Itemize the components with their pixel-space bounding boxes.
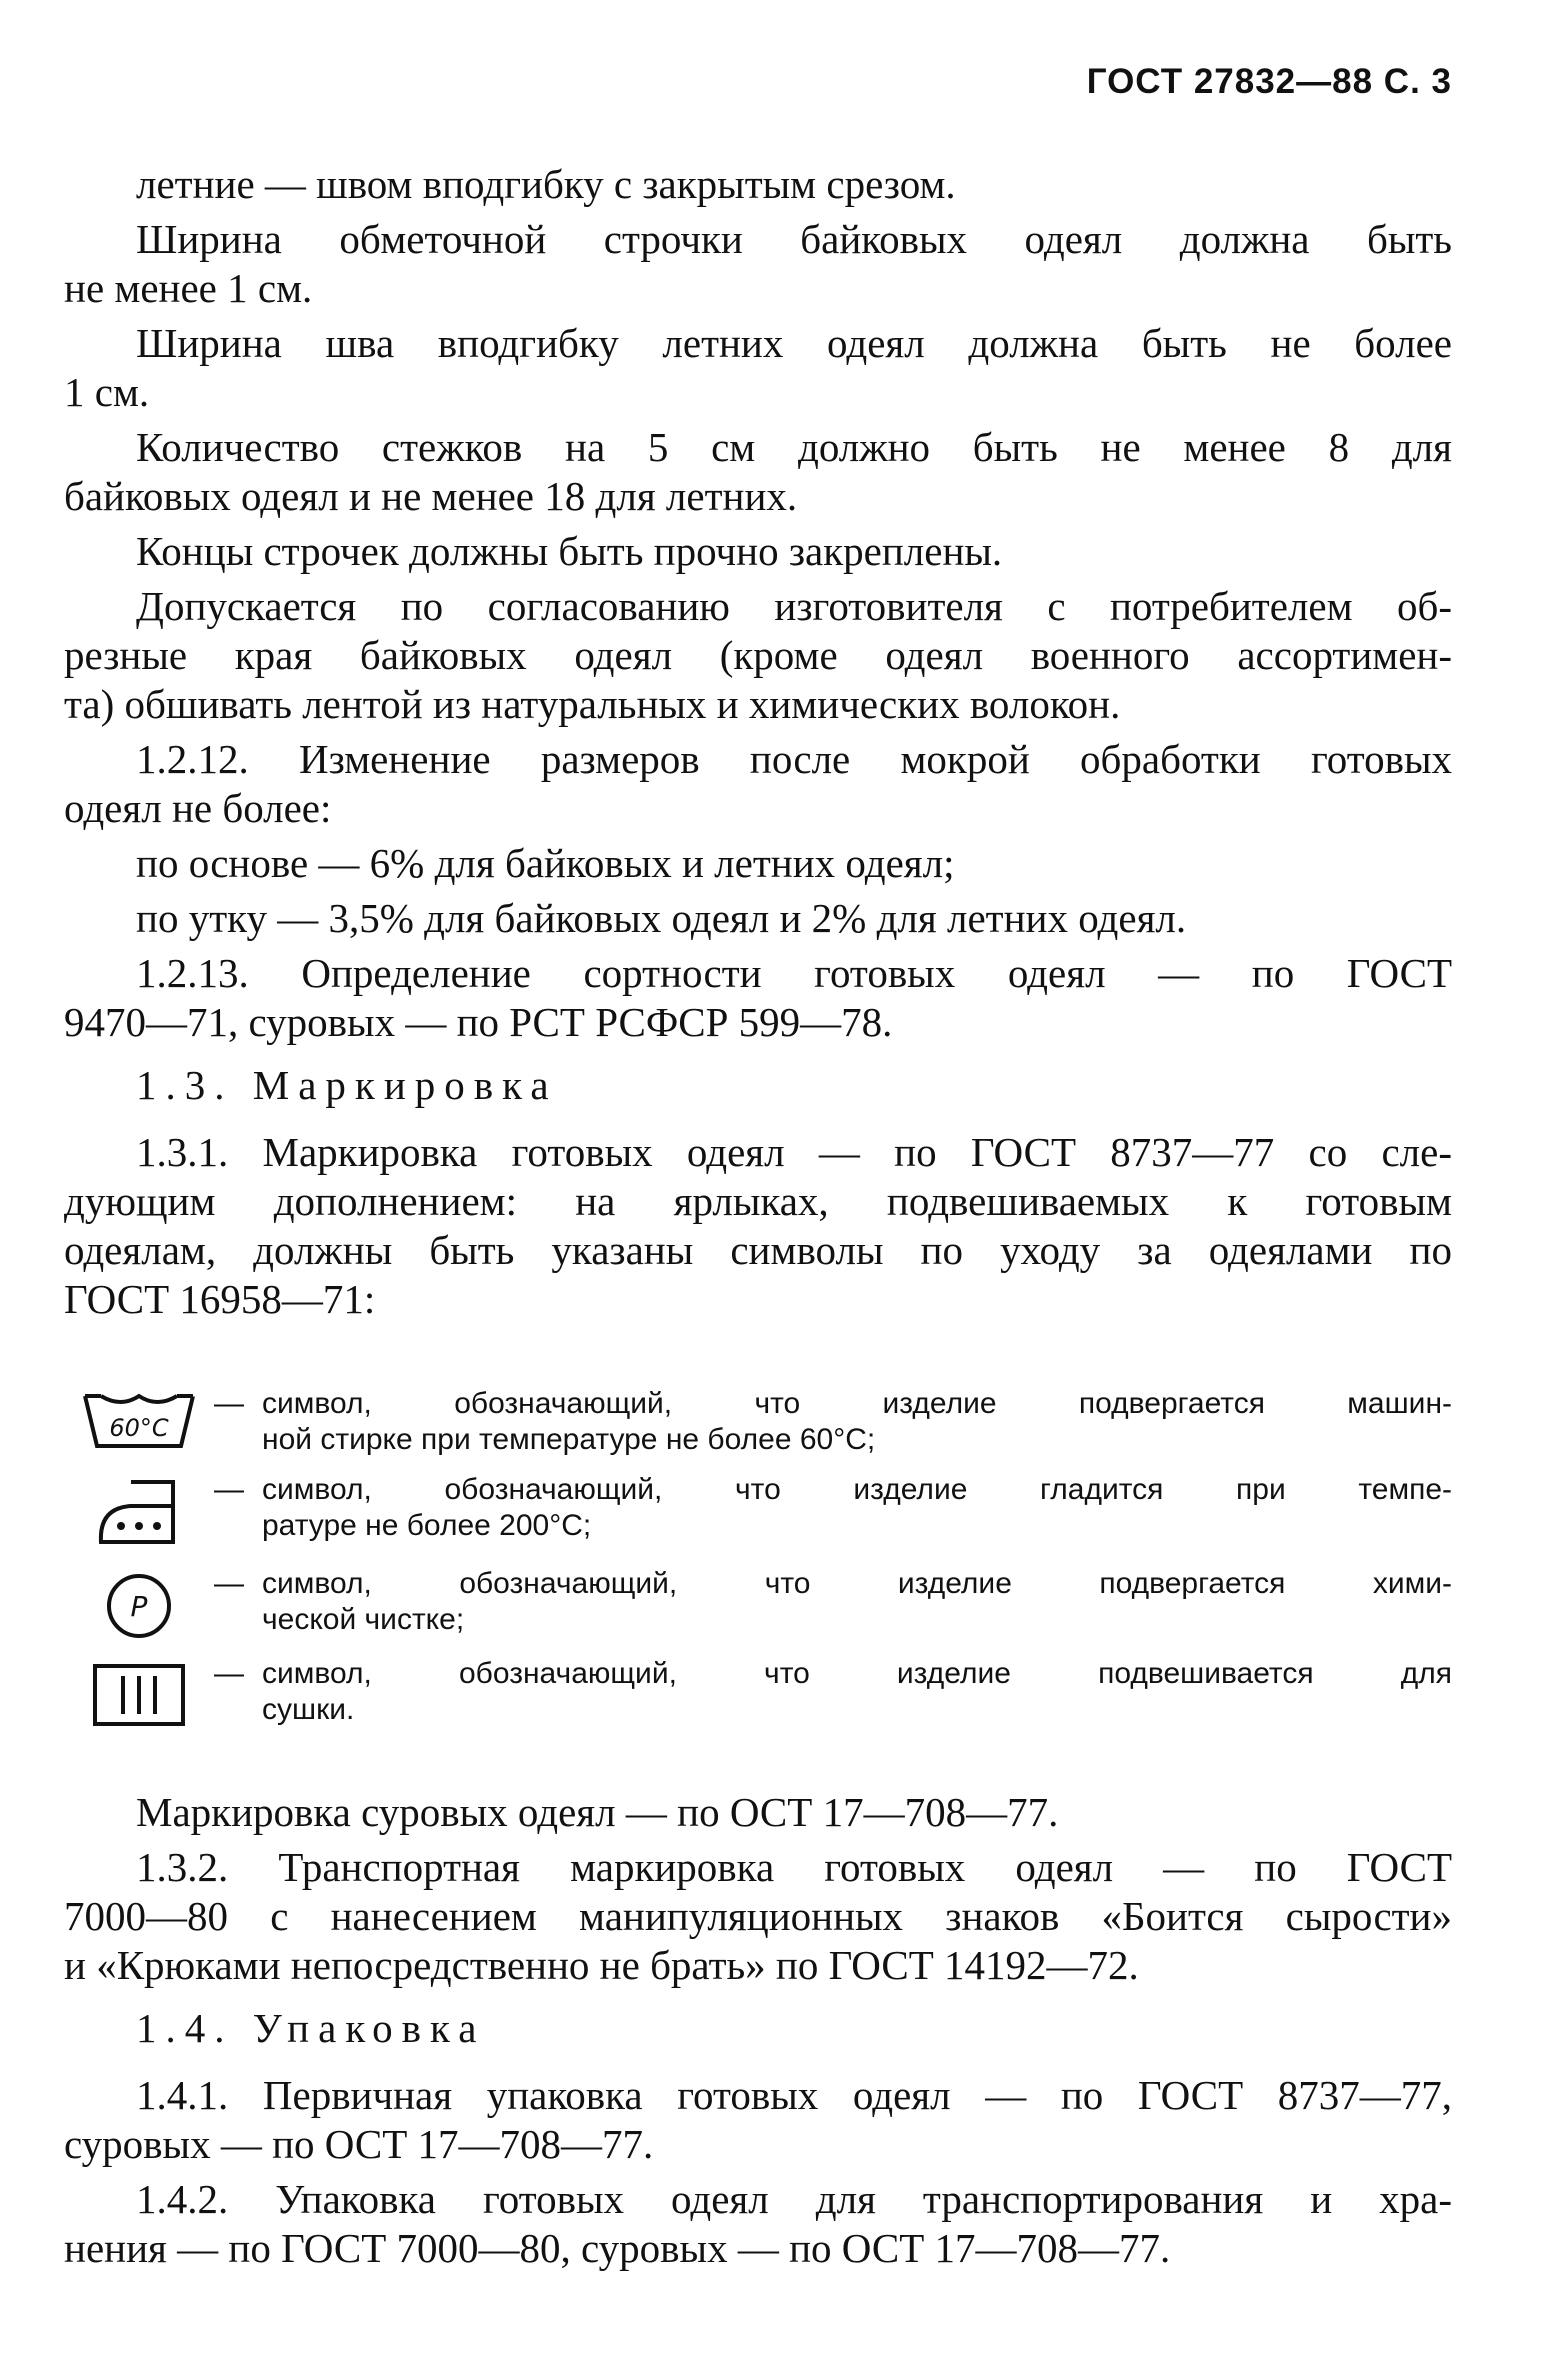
care-symbol-description: [214, 1566, 1452, 1638]
text-line: Ширина обметочной строчки байковых одеял должна быть: [136, 216, 1452, 262]
care-symbol-description: [214, 1472, 1452, 1544]
text-line: — символ, обозначающий, что изделие подвешивается для: [214, 1657, 1452, 1690]
text-line: Ширина шва вподгибку летних одеял должна быть не более: [136, 320, 1452, 366]
text-line: Допускается по согласованию изготовителя с потребителем об-: [136, 583, 1452, 629]
packing-paragraphs: [64, 2071, 1452, 2273]
care-symbol-row: [64, 1472, 1452, 1552]
care-symbol-description: [214, 1656, 1452, 1728]
text-line: 1.3.1. Маркировка готовых одеял — по ГОСТ 8737—77 со сле-: [136, 1129, 1452, 1175]
paragraph: [64, 319, 1452, 417]
paragraph: [64, 215, 1452, 313]
wash-60c-icon: [64, 1386, 214, 1452]
text-line: дующим дополнением: на ярлыках, подвешиваемых к готовым: [64, 1178, 1452, 1224]
text-line: 7000—80 с нанесением манипуляционных знаков «Боится сырости»: [64, 1893, 1452, 1939]
care-symbol-row: [64, 1566, 1452, 1642]
text-line: Количество стежков на 5 см должно быть не менее 8 для: [136, 424, 1452, 470]
text-line: резные края байковых одеял (кроме одеял военного ассортимен-: [64, 632, 1452, 678]
text-line: по основе — 6% для байковых и летних одеял;: [136, 840, 955, 886]
section-heading-marking: 1.3. Маркировка: [136, 1062, 558, 1108]
text-line: сушки.: [262, 1693, 355, 1726]
text-line: нения — по ГОСТ 7000—80, суровых — по ОСТ 17—708—77.: [64, 2225, 1171, 2271]
text-line: ческой чистке;: [262, 1603, 465, 1636]
text-line: Концы строчек должны быть прочно закреплены.: [136, 528, 1003, 574]
text-line: и «Крюками непосредственно не брать» по ГОСТ 14192—72.: [64, 1942, 1139, 1988]
paragraph: [64, 839, 1452, 888]
iron-three-dots-icon: [64, 1472, 214, 1552]
paragraph: [64, 894, 1452, 943]
text-line: ной стирке при температуре не более 60°С;: [262, 1423, 876, 1456]
paragraph: [64, 423, 1452, 521]
care-symbol-row: [64, 1656, 1452, 1730]
care-symbols-list: [64, 1386, 1452, 1730]
text-line: — символ, обозначающий, что изделие подвергается хими-: [214, 1567, 1452, 1600]
text-line: одеялам, должны быть указаны символы по уходу за одеялами по: [64, 1227, 1452, 1273]
text-line: — символ, обозначающий, что изделие гладится при темпе-: [214, 1473, 1452, 1506]
care-symbol-description: [214, 1386, 1452, 1458]
paragraph: [64, 582, 1452, 729]
text-line: 1.2.13. Определение сортности готовых одеял — по ГОСТ: [136, 950, 1452, 996]
text-line: одеял не более:: [64, 785, 332, 831]
page-header: ГОСТ 27832—88 С. 3: [1086, 62, 1452, 101]
wash-temperature-label: 60°C: [109, 1414, 169, 1442]
paragraph: [64, 949, 1452, 1047]
paragraph: [64, 1788, 1452, 1837]
section-heading-packing: 1.4. Упаковка: [136, 2005, 486, 2051]
dry-clean-p-icon: [64, 1566, 214, 1642]
document-body: [64, 160, 1452, 2279]
text-line: летние — швом вподгибку с закрытым срезом.: [136, 161, 956, 207]
paragraph: [64, 160, 1452, 209]
paragraph-1-3-1: [64, 1128, 1452, 1324]
text-line: 1.4.1. Первичная упаковка готовых одеял — по ГОСТ 8737—77,: [136, 2072, 1452, 2118]
care-symbol-row: [64, 1386, 1452, 1458]
text-line: ратуре не более 200°С;: [262, 1509, 592, 1542]
text-line: та) обшивать лентой из натуральных и химических волокон.: [64, 681, 1121, 727]
paragraph: [64, 2071, 1452, 2169]
text-line: Маркировка суровых одеял — по ОСТ 17—708—77.: [136, 1789, 1059, 1835]
text-line: 1 см.: [64, 369, 150, 415]
text-line: не менее 1 см.: [64, 265, 313, 311]
paragraph: [64, 2175, 1452, 2273]
text-line: ГОСТ 16958—71:: [64, 1276, 376, 1322]
text-line: байковых одеял и не менее 18 для летних.: [64, 473, 798, 519]
text-line: по утку — 3,5% для байковых одеял и 2% для летних одеял.: [136, 895, 1187, 941]
drip-dry-icon: [64, 1656, 214, 1730]
paragraph: [64, 1843, 1452, 1990]
text-line: — символ, обозначающий, что изделие подвергается машин-: [214, 1387, 1452, 1420]
text-line: 9470—71, суровых — по РСТ РСФСР 599—78.: [64, 999, 893, 1045]
text-line: 1.4.2. Упаковка готовых одеял для транспортирования и хра-: [136, 2176, 1452, 2222]
dry-clean-label: P: [130, 1590, 148, 1623]
text-line: 1.2.12. Изменение размеров после мокрой обработки готовых: [136, 736, 1452, 782]
text-line: суровых — по ОСТ 17—708—77.: [64, 2121, 654, 2167]
text-line: 1.3.2. Транспортная маркировка готовых одеял — по ГОСТ: [136, 1844, 1452, 1890]
after-symbols-paragraphs: [64, 1788, 1452, 1990]
paragraph: [64, 735, 1452, 833]
top-paragraphs: [64, 160, 1452, 1047]
paragraph: [64, 527, 1452, 576]
